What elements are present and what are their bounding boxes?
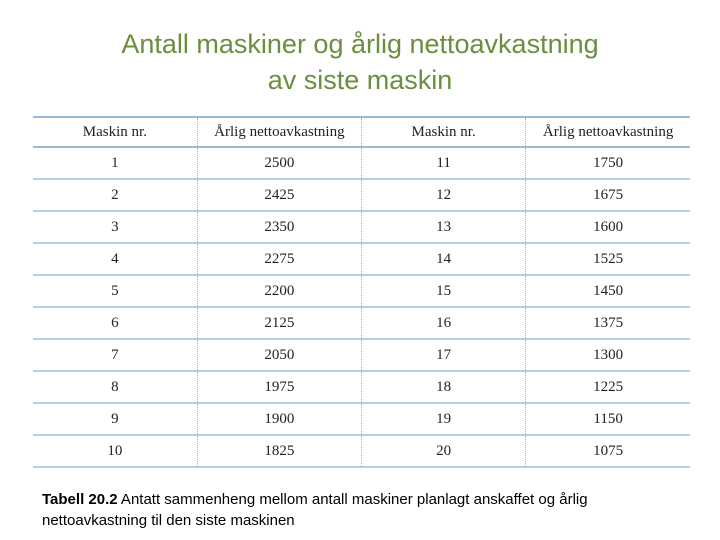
table-row: [33, 371, 690, 403]
cell-annual-return: 1225: [593, 378, 624, 395]
cell-machine-no: 11: [362, 147, 526, 179]
title-line-2: av siste maskin: [267, 65, 453, 95]
table-row: [33, 211, 690, 243]
header-annual-return-2: Årlig nettoavkastning: [542, 123, 674, 140]
slide-title: [0, 26, 720, 98]
cell-machine-no: 4: [33, 243, 197, 275]
cell-machine-no: 2: [33, 179, 197, 211]
cell-machine-no: 5: [33, 275, 197, 307]
cell-annual-return: 1975: [197, 371, 361, 403]
cell-annual-return: 1075: [593, 442, 624, 459]
table-row: [33, 179, 690, 211]
cell-machine-no: 20: [362, 435, 526, 467]
table-caption: [42, 489, 682, 531]
data-table: [33, 116, 690, 468]
header-machine-no-1: Maskin nr.: [33, 117, 197, 147]
cell-annual-return: 1675: [593, 186, 624, 203]
cell-annual-return: 1600: [593, 218, 624, 235]
cell-annual-return: 1825: [197, 435, 361, 467]
cell-annual-return: 2275: [197, 243, 361, 275]
cell-machine-no: 17: [362, 339, 526, 371]
header-machine-no-2: Maskin nr.: [362, 117, 526, 147]
table-row: [33, 147, 690, 179]
caption-label: Tabell 20.2: [42, 491, 118, 508]
cell-machine-no: 10: [33, 435, 197, 467]
table-row: [33, 275, 690, 307]
cell-machine-no: 13: [362, 211, 526, 243]
table-row: [33, 307, 690, 339]
cell-annual-return: 1750: [593, 154, 624, 171]
cell-annual-return: 2050: [197, 339, 361, 371]
table-row: [33, 339, 690, 371]
cell-annual-return: 1150: [593, 410, 623, 427]
cell-annual-return: 1300: [593, 346, 624, 363]
table-body: [33, 147, 690, 467]
cell-machine-no: 1: [33, 147, 197, 179]
data-table-container: [33, 116, 690, 468]
table-header-row: [33, 117, 690, 147]
cell-machine-no: 15: [362, 275, 526, 307]
cell-annual-return: 2200: [197, 275, 361, 307]
cell-annual-return: 1450: [593, 282, 624, 299]
table-row: [33, 435, 690, 467]
cell-annual-return: 2425: [197, 179, 361, 211]
cell-machine-no: 6: [33, 307, 197, 339]
cell-annual-return: 1525: [593, 250, 624, 267]
header-annual-return-1: Årlig nettoavkastning: [197, 117, 361, 147]
cell-machine-no: 18: [362, 371, 526, 403]
cell-machine-no: 19: [362, 403, 526, 435]
cell-machine-no: 16: [362, 307, 526, 339]
cell-machine-no: 9: [33, 403, 197, 435]
cell-machine-no: 14: [362, 243, 526, 275]
cell-annual-return: 2125: [197, 307, 361, 339]
table-row: [33, 403, 690, 435]
cell-machine-no: 8: [33, 371, 197, 403]
table-row: [33, 243, 690, 275]
cell-annual-return: 2350: [197, 211, 361, 243]
title-line-1: Antall maskiner og årlig nettoavkastning: [121, 29, 599, 59]
cell-annual-return: 1375: [593, 314, 624, 331]
cell-annual-return: 2500: [197, 147, 361, 179]
cell-machine-no: 3: [33, 211, 197, 243]
cell-annual-return: 1900: [197, 403, 361, 435]
caption-text: Antatt sammenheng mellom antall maskiner planlagt anskaffet og årlig nettoavkastning til den siste maskinen: [42, 491, 588, 529]
cell-machine-no: 12: [362, 179, 526, 211]
cell-machine-no: 7: [33, 339, 197, 371]
